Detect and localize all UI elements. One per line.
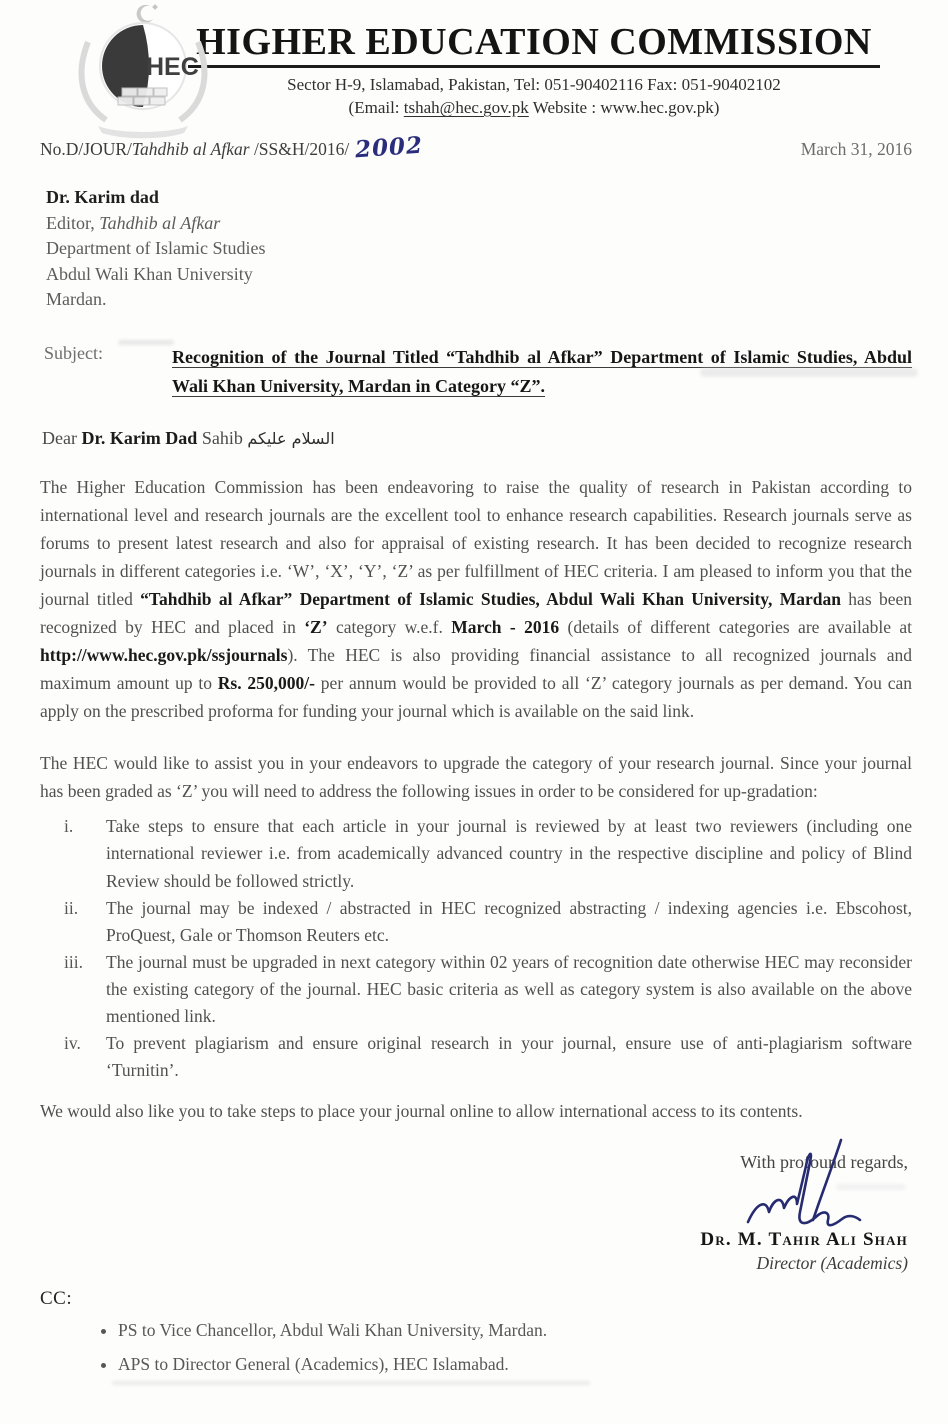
ref-suffix: /SS&H/2016/ [249, 139, 350, 159]
text-run: per annum would be provided to all ‘Z’ category journals as per demand. You can apply on the prescribed proforma for funding your journal which is available on the said link. [40, 673, 913, 722]
addressee-city: Mardan. [46, 289, 107, 310]
text-run: has been recognized by HEC and placed in [40, 589, 912, 638]
arabic-greeting: السلام عليكم [247, 429, 335, 449]
body-paragraph-2: The HEC would like to assist you in your endeavors to upgrade the category of your research journal. Since your journal has been graded as ‘Z’ you will need to address the following issues in order to be considered for up-gradation: [40, 753, 912, 802]
cc-label: CC: [40, 1287, 73, 1309]
crescent-icon [137, 5, 153, 23]
scan-artifact [118, 340, 174, 345]
list-marker: iv. [64, 1033, 81, 1054]
closing-paragraph: We would also like you to take steps to place your journal online to allow international access to its contents. [40, 1100, 803, 1121]
subject-text: Recognition of the Journal Titled “Tahdhib al Afkar” Department of Islamic Studies, Abdul Wali Khan University, Mardan in Category “Z”. [172, 346, 912, 396]
list-item-text: To prevent plagiarism and ensure original research in your journal, ensure use of anti-plagiarism software ‘Turnitin’. [106, 1033, 912, 1081]
addressee-block [46, 185, 912, 313]
signature-block [0, 1152, 948, 1274]
address-line: Sector H-9, Islamabad, Pakistan, Tel: 051-90402116 Fax: 051-90402102 [287, 75, 781, 94]
list-marker: ii. [64, 897, 79, 918]
email-prefix: (Email: [348, 98, 404, 117]
cc-item: • APS to Director General (Academics), HEC Islamabad. [118, 1354, 912, 1375]
salutation-prefix: Dear [42, 428, 82, 449]
salutation-name: Dr. Karim Dad [81, 428, 198, 449]
addressee-name: Dr. Karim dad [46, 187, 159, 207]
letter-date: March 31, 2016 [800, 139, 912, 159]
banner-ribbon [98, 126, 188, 138]
addressee-university: Abdul Wali Khan University [46, 263, 253, 284]
scan-artifact [700, 368, 918, 377]
signatory-title: Director (Academics) [756, 1252, 908, 1273]
list-marker: i. [64, 816, 74, 837]
list-item [40, 949, 912, 1030]
list-marker: iii. [64, 951, 83, 972]
handwritten-number: 2002 [354, 131, 425, 164]
list-item-text: The journal may be indexed / abstracted in HEC recognized abstracting / indexing agencies i.e. Ebscohost, ProQuest, Gale or Thomson Reuters etc. [106, 897, 912, 945]
text-run-category-bold: ‘Z’ [304, 617, 328, 638]
list-item [40, 895, 912, 949]
list-item-text: Take steps to ensure that each article in your journal is reviewed by at least two reviewers (including one international reviewer i.e. from academically advanced country in the respective discipline and policy of Blind Review should be followed strictly. [106, 816, 912, 891]
letterhead [0, 0, 948, 118]
contact-line [120, 98, 948, 118]
salutation-suffix: Sahib [197, 428, 248, 449]
addressee-department: Department of Islamic Studies [46, 238, 266, 259]
cc-list [40, 1320, 912, 1375]
ref-prefix: No.D/JOUR/ [40, 139, 132, 159]
text-run: (details of different categories are available at [559, 617, 913, 638]
ref-journal: Tahdhib al Afkar [131, 139, 250, 159]
website-text: Website : www.hec.gov.pk) [528, 98, 720, 117]
scan-artifact [112, 1381, 590, 1385]
requirements-list [40, 813, 912, 1084]
role-prefix: Editor, [46, 212, 100, 233]
signature-ink-icon [720, 1138, 890, 1242]
cc-item: • PS to Vice Chancellor, Abdul Wali Khan University, Mardan. [118, 1320, 912, 1341]
body-paragraph-1 [40, 473, 912, 725]
text-run: The Higher Education Commission has been endeavoring to raise the quality of research in Pakistan according to international level and research journals are the excellent tool to enhance research capabilities. Research journals serve as forums to present latest research and also for appraisal of existing research. It has been decided to recognize research journals in different categories i.e. ‘W’, ‘X’, ‘Y’, ‘Z’ as per fulfillment of HEC criteria. I am pleased to inform you that the journal titled [40, 477, 912, 610]
star-icon [152, 4, 158, 10]
emblem-bricks [118, 88, 167, 105]
addressee-role [46, 211, 912, 237]
cc-block [40, 1288, 912, 1375]
subject-label: Subject: [44, 342, 103, 363]
salutation [42, 428, 912, 449]
text-run-date-bold: March - 2016 [451, 617, 560, 638]
text-run: ). The HEC is also providing financial assistance to all recognized journals and maximum amount up to [40, 645, 912, 694]
logo-text: HEC [146, 53, 199, 81]
hec-logo-icon [58, 2, 228, 140]
list-item [40, 813, 912, 894]
list-item [40, 1030, 912, 1084]
org-title: HIGHER EDUCATION COMMISSION [188, 20, 880, 68]
role-journal: Tahdhib al Afkar [99, 212, 221, 233]
text-run: category w.e.f. [327, 617, 452, 638]
signatory-name: Dr. M. Tahir Ali Shah [700, 1228, 908, 1250]
text-run-journal-bold: “Tahdhib al Afkar” Department of Islamic Studies, Abdul Wali Khan University, Mardan [140, 589, 841, 610]
list-item-text: The journal must be upgraded in next category within 02 years of recognition date otherwise HEC may reconsider the existing category of the journal. HEC basic criteria as well as category system is also available on the above mentioned link. [106, 951, 912, 1027]
regards-line: With profound regards, [740, 1151, 908, 1172]
text-run-url-bold: http://www.hec.gov.pk/ssjournals [40, 645, 288, 666]
email-text: tshah@hec.gov.pk [403, 98, 529, 117]
text-run-amount-bold: Rs. 250,000/- [217, 673, 315, 694]
